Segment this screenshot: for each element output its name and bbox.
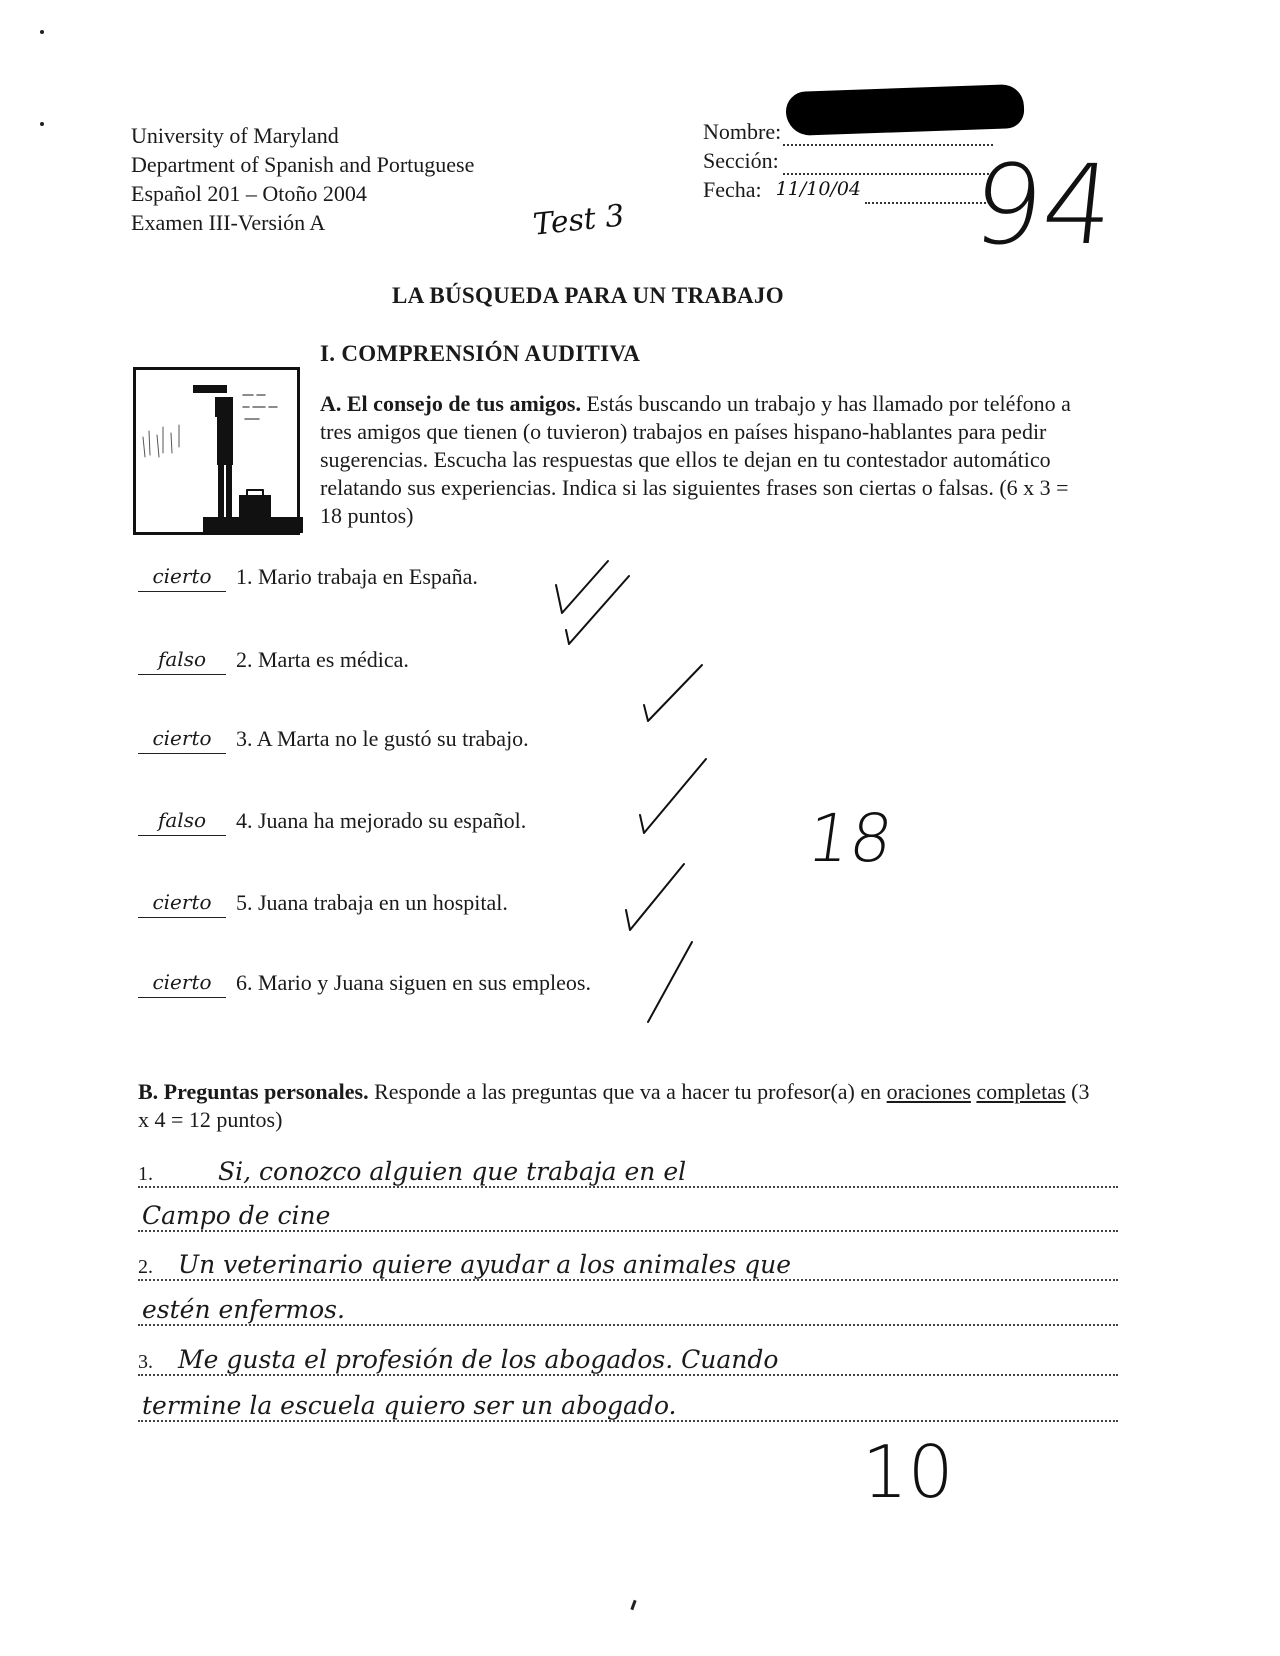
answer-1-line-1 (138, 1152, 1118, 1188)
answer-number: 2. (138, 1256, 153, 1278)
date-value: 11/10/04 (775, 178, 861, 200)
name-label: Nombre: (703, 119, 782, 144)
checkmark-icon (626, 864, 684, 930)
tf-answer: falso (138, 805, 226, 836)
part-b-title: B. Preguntas personales. (138, 1079, 369, 1104)
tf-answer: cierto (138, 723, 226, 754)
test-note: Test 3 (531, 198, 627, 243)
answer-text: Campo de cine (142, 1201, 331, 1230)
answer-number: 1. (138, 1163, 153, 1185)
answer-text: Si, conozco alguien que trabaja en el (218, 1157, 687, 1186)
tf-item-5 (138, 882, 508, 918)
section-b-score: 10 (862, 1430, 954, 1514)
checkmark-icon (640, 759, 706, 833)
part-a-block (320, 390, 1080, 530)
tf-answer: cierto (138, 967, 226, 998)
answer-1-line-2 (138, 1196, 1118, 1232)
tf-answer: falso (138, 644, 226, 675)
tf-statement: 5. Juana trabaja en un hospital. (236, 890, 508, 915)
total-score: 94 (966, 141, 1120, 269)
section-field (703, 146, 993, 175)
part-b-underline-1: oraciones (886, 1079, 971, 1104)
tf-answer: cierto (138, 887, 226, 918)
tf-statement: 6. Mario y Juana siguen en sus empleos. (236, 970, 591, 995)
answer-text: Un veterinario quiere ayudar a los animales que (178, 1250, 792, 1279)
part-b-underline-2: completas (976, 1079, 1066, 1104)
businessman-illustration (133, 367, 300, 535)
checkmark-icon (566, 576, 629, 644)
part-a-title: A. El consejo de tus amigos. (320, 391, 581, 416)
section-heading: I. COMPRENSIÓN AUDITIVA (320, 341, 641, 366)
part-b-block (138, 1078, 1098, 1134)
scan-speck (40, 122, 44, 126)
tf-item-6 (138, 962, 591, 998)
section-label: Sección: (703, 148, 779, 173)
answer-text: termine la escuela quiero ser un abogado. (142, 1391, 677, 1420)
tf-item-1 (138, 556, 478, 592)
course: Español 201 – Otoño 2004 (131, 181, 367, 206)
tf-item-3 (138, 718, 529, 754)
header-info (131, 121, 474, 237)
tf-answer: cierto (138, 561, 226, 592)
institution: University of Maryland (131, 123, 339, 148)
date-field (703, 175, 993, 204)
answer-2-line-1 (138, 1245, 1118, 1281)
part-b-instructions-a: Responde a las preguntas que va a hacer tu profesor(a) en (374, 1079, 882, 1104)
checkmark-icon (644, 665, 702, 721)
answer-3-line-2 (138, 1386, 1118, 1422)
answer-2-line-2 (138, 1290, 1118, 1326)
section-a-score: 18 (802, 800, 898, 877)
tf-item-2 (138, 639, 409, 675)
answer-number: 3. (138, 1351, 153, 1373)
tf-statement: 2. Marta es médica. (236, 647, 409, 672)
name-redaction (785, 84, 1024, 136)
page-title: LA BÚSQUEDA PARA UN TRABAJO (392, 283, 784, 308)
tf-statement: 1. Mario trabaja en España. (236, 564, 478, 589)
answer-text: estén enfermos. (142, 1295, 345, 1324)
scan-speck (630, 1600, 636, 1610)
tf-item-4 (138, 800, 526, 836)
part-a-instructions: Estás buscando un trabajo y has llamado por teléfono a tres amigos que tienen (o tuvieron) trabajos en países hispano-hablantes para pedir sugerencias. Escucha las respuestas que ellos te dejan en tu contestador automático relatando sus experiencias. Indica si las siguientes frases son ciertas o falsas. (6 x 3 = 18 puntos) (320, 391, 1071, 528)
businessman-telescope-icon (133, 367, 300, 535)
answer-text: Me gusta el profesión de los abogados. Cuando (178, 1345, 779, 1374)
part-b-instructions-b: (3 x 4 = 12 puntos) (138, 1079, 1090, 1132)
department: Department of Spanish and Portuguese (131, 152, 475, 177)
scan-speck (40, 30, 44, 34)
answer-3-line-1 (138, 1340, 1118, 1376)
checkmark-icon (556, 561, 608, 613)
tf-statement: 3. A Marta no le gustó su trabajo. (236, 726, 529, 751)
tf-statement: 4. Juana ha mejorado su español. (236, 808, 527, 833)
exam-version: Examen III-Versión A (131, 210, 326, 235)
date-label: Fecha: (703, 177, 762, 202)
checkmark-icon (648, 942, 692, 1022)
